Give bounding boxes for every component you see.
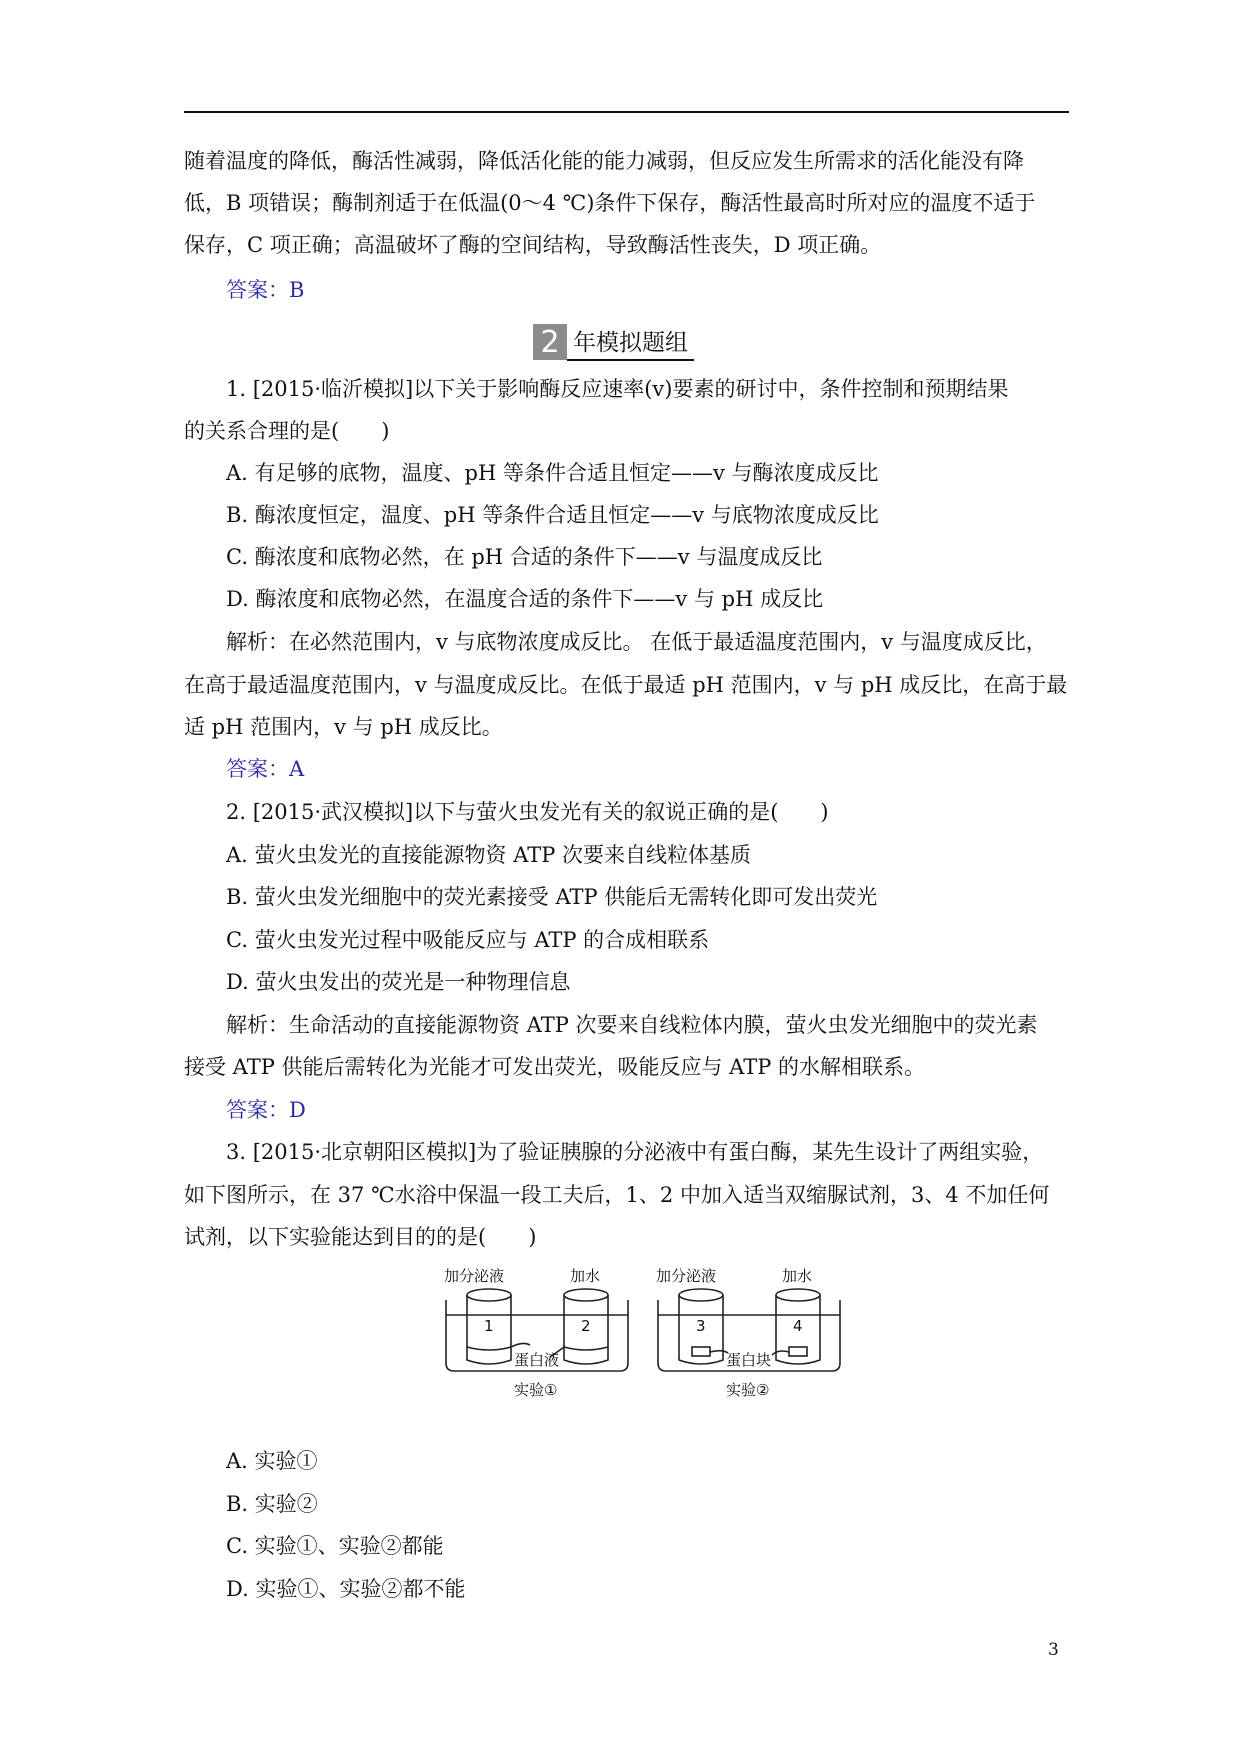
option-b: B. 实验②: [226, 1492, 318, 1516]
option-a: A. 实验①: [226, 1449, 318, 1473]
section-number: 2: [533, 324, 567, 360]
page-number: 3: [1048, 1640, 1059, 1660]
option-d: D. 实验①、实验②都不能: [226, 1577, 466, 1601]
answer: 答案：D: [226, 1098, 306, 1122]
label-add-secretion: 加分泌液: [656, 1267, 717, 1285]
explanation-1: 解析：在必然范围内，v 与底物浓度成反比。 在低于最适温度范围内，v 与温度成反比，: [226, 630, 1047, 654]
section-title: 年模拟题组: [567, 324, 694, 361]
tube-label: 3: [696, 1317, 706, 1335]
question-3: 3. [2015·北京朝阳区模拟]为了验证胰腺的分泌液中有蛋白酶，某先生设计了两组实验，: [226, 1140, 1044, 1164]
question-1: 1. [2015·临沂模拟]以下关于影响酶反应速率(v)要素的研讨中，条件控制和预期结果: [226, 377, 1009, 401]
caption-exp-1: 实验①: [514, 1381, 558, 1399]
tube-label: 4: [793, 1317, 803, 1335]
tube-label: 2: [581, 1317, 591, 1335]
explanation-1-cont: 在高于最适温度范围内，v 与温度成反比。在低于最适 pH 范围内，v 与 pH 成反比，在高于最: [184, 673, 1068, 697]
question-3-cont: 如下图所示，在 37 ℃水浴中保温一段工夫后，1、2 中加入适当双缩脲试剂，3、4 不加任何: [184, 1183, 1050, 1207]
option-a: A. 萤火虫发光的直接能源物资 ATP 次要来自线粒体基质: [226, 843, 752, 867]
answer: 答案：B: [226, 278, 305, 302]
label-add-secretion: 加分泌液: [444, 1267, 505, 1285]
tube-label: 1: [484, 1317, 494, 1335]
option-b: B. 酶浓度恒定，温度、pH 等条件合适且恒定——v 与底物浓度成反比: [226, 503, 879, 527]
explanation-2: 解析：生命活动的直接能源物资 ATP 次要来自线粒体内膜，萤火虫发光细胞中的荧光素: [226, 1013, 1038, 1037]
label-add-water: 加水: [782, 1267, 813, 1285]
text-line: 保存，C 项正确；高温破坏了酶的空间结构，导致酶活性丧失，D 项正确。: [184, 233, 882, 257]
explanation-2-cont: 接受 ATP 供能后需转化为光能才可发出荧光，吸能反应与 ATP 的水解相联系。: [184, 1055, 926, 1079]
option-d: D. 酶浓度和底物必然，在温度合适的条件下——v 与 pH 成反比: [226, 587, 824, 611]
caption-exp-2: 实验②: [726, 1381, 770, 1399]
experiment-figure: [438, 1265, 848, 1415]
question-3-cont: 试剂，以下实验能达到目的的是( ): [184, 1225, 537, 1249]
option-c: C. 酶浓度和底物必然，在 pH 合适的条件下——v 与温度成反比: [226, 545, 823, 569]
explanation-1-cont: 适 pH 范围内，v 与 pH 成反比。: [184, 715, 503, 739]
answer: 答案：A: [226, 757, 305, 781]
option-b: B. 萤火虫发光细胞中的荧光素接受 ATP 供能后无需转化即可发出荧光: [226, 885, 878, 909]
header-rule: [184, 111, 1069, 113]
section-heading: [533, 323, 694, 361]
option-d: D. 萤火虫发出的荧光是一种物理信息: [226, 970, 571, 994]
text-line: 随着温度的降低，酶活性减弱，降低活化能的能力减弱，但反应发生所需求的活化能没有降: [184, 149, 1024, 173]
question-1-cont: 的关系合理的是( ): [184, 419, 390, 443]
block-label: 蛋白块: [726, 1351, 772, 1369]
option-c: C. 萤火虫发光过程中吸能反应与 ATP 的合成相联系: [226, 928, 710, 952]
option-a: A. 有足够的底物，温度、pH 等条件合适且恒定——v 与酶浓度成反比: [226, 461, 879, 485]
text-line: 低，B 项错误；酶制剂适于在低温(0～4 ℃)条件下保存，酶活性最高时所对应的温度不适于: [184, 191, 1036, 215]
liquid-label: 蛋白液: [514, 1351, 560, 1369]
option-c: C. 实验①、实验②都能: [226, 1534, 444, 1558]
label-add-water: 加水: [570, 1267, 601, 1285]
question-2: 2. [2015·武汉模拟]以下与萤火虫发光有关的叙说正确的是( ): [226, 800, 829, 824]
